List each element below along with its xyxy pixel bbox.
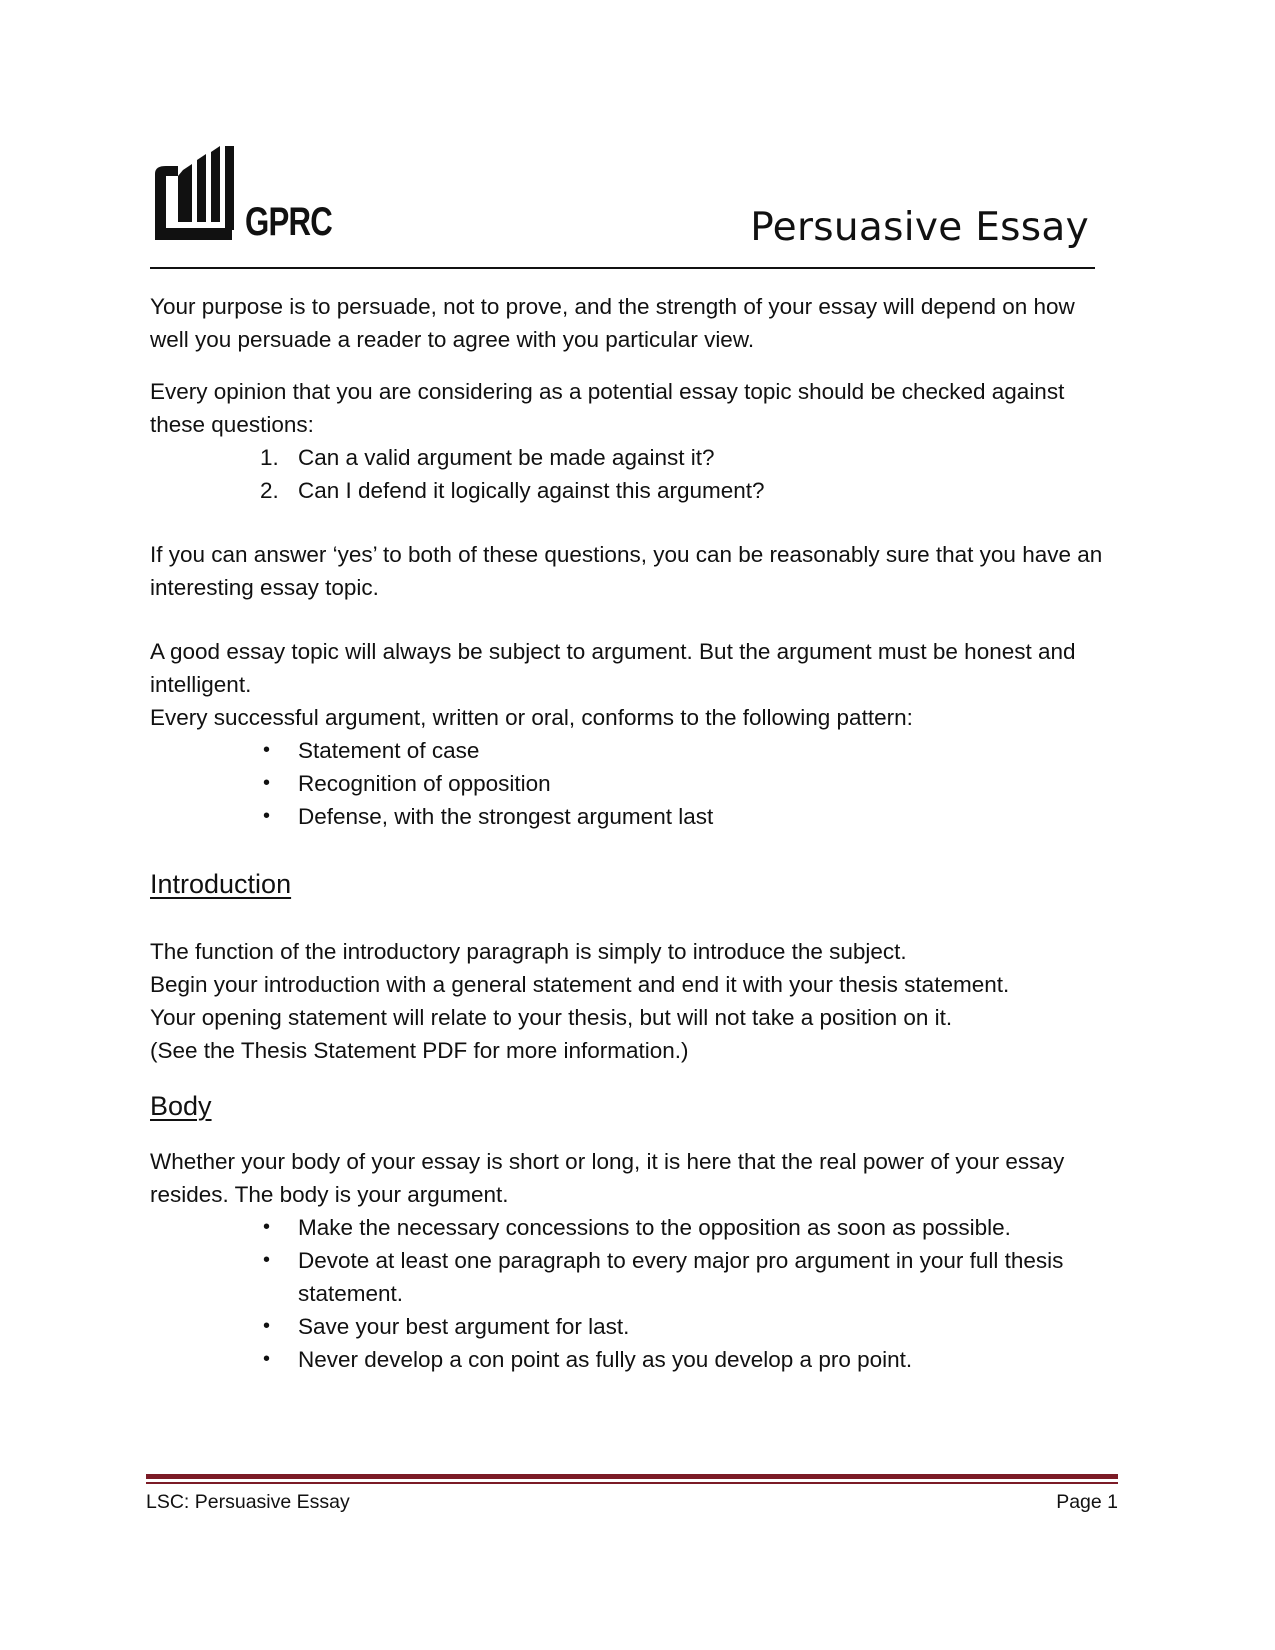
intro-line: The function of the introductory paragraph is simply to introduce the subject. [150, 939, 907, 964]
list-item-text: Statement of case [298, 738, 480, 763]
paragraph-purpose: Your purpose is to persuade, not to prove, and the strength of your essay will depend on how well you persuade a reader to agree with you particular view. [150, 294, 1075, 352]
footer-divider-thin [146, 1482, 1118, 1484]
gprc-logo [150, 146, 340, 256]
list-item [150, 734, 1110, 767]
list-item [150, 1244, 1110, 1310]
questions-list [150, 441, 1110, 507]
paragraph-good-topic: A good essay topic will always be subject to argument. But the argument must be honest and intelligent. [150, 639, 1076, 697]
intro-line: Begin your introduction with a general statement and end it with your thesis statement. [150, 972, 1010, 997]
document-title: Persuasive Essay [750, 205, 1089, 250]
document-body [150, 290, 1110, 1376]
footer-divider [146, 1474, 1118, 1479]
header-divider [150, 267, 1095, 269]
list-item-text: Make the necessary concessions to the opposition as soon as possible. [298, 1215, 1011, 1240]
section-heading-body: Body [150, 1091, 212, 1121]
footer-document-name: LSC: Persuasive Essay [146, 1491, 350, 1513]
footer-page-number: Page 1 [1056, 1491, 1118, 1513]
bullet-icon: • [263, 739, 271, 761]
list-item-text: Recognition of opposition [298, 771, 551, 796]
bullet-icon: • [263, 1216, 271, 1238]
list-item [150, 767, 1110, 800]
bullet-icon: • [263, 772, 271, 794]
list-item-text: Defense, with the strongest argument last [298, 804, 714, 829]
pattern-list [150, 734, 1110, 833]
paragraph-answer-yes: If you can answer ‘yes’ to both of these questions, you can be reasonably sure that you have an interesting essay topic. [150, 542, 1103, 600]
bullet-icon: • [263, 1315, 271, 1337]
list-item-text: Never develop a con point as fully as you develop a pro point. [298, 1347, 913, 1372]
list-item-text: Save your best argument for last. [298, 1314, 630, 1339]
list-number: 2. [260, 478, 279, 503]
list-item [150, 474, 1110, 507]
gprc-logo-mark-icon [150, 146, 250, 246]
list-number: 1. [260, 445, 279, 470]
body-list [150, 1211, 1110, 1376]
section-heading-introduction: Introduction [150, 869, 292, 899]
paragraph-pattern: Every successful argument, written or oral, conforms to the following pattern: [150, 705, 913, 730]
list-item [150, 441, 1110, 474]
bullet-icon: • [263, 805, 271, 827]
bullet-icon: • [263, 1348, 271, 1370]
intro-line: (See the Thesis Statement PDF for more information.) [150, 1038, 689, 1063]
list-item [150, 1310, 1110, 1343]
list-item-text: Can I defend it logically against this argument? [298, 478, 765, 503]
list-item [150, 800, 1110, 833]
list-item [150, 1343, 1110, 1376]
bullet-icon: • [263, 1249, 271, 1271]
list-item [150, 1211, 1110, 1244]
logo-text: GPRC [245, 200, 333, 244]
list-item-text: Can a valid argument be made against it? [298, 445, 715, 470]
list-item-text: Devote at least one paragraph to every major pro argument in your full thesis statement. [298, 1248, 1064, 1306]
intro-line: Your opening statement will relate to your thesis, but will not take a position on it. [150, 1005, 953, 1030]
paragraph-opinion: Every opinion that you are considering as a potential essay topic should be checked against these questions: [150, 379, 1065, 437]
paragraph-body: Whether your body of your essay is short or long, it is here that the real power of your essay resides. The body is your argument. [150, 1149, 1065, 1207]
